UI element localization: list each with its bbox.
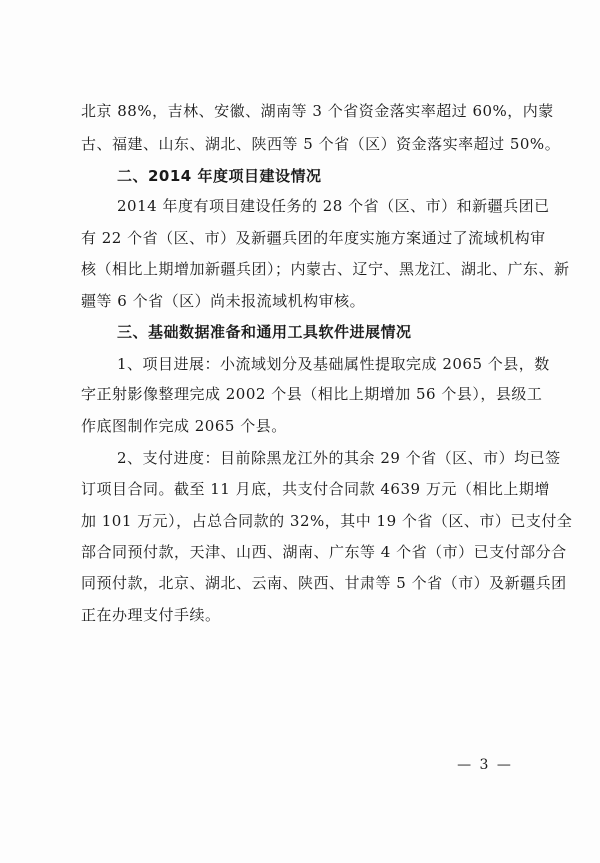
paragraph-1-line-2: 古、福建、山东、湖北、陕西等 5 个省（区）资金落实率超过 50%。 — [81, 135, 561, 153]
paragraph-2-line-1: 2014 年度有项目建设任务的 28 个省（区、市）和新疆兵团已 — [117, 197, 550, 215]
paragraph-4-line-4: 部合同预付款，天津、山西、湖南、广东等 4 个省（市）已支付部分合 — [81, 543, 567, 561]
paragraph-1-line-1: 北京 88%，吉林、安徽、湖南等 3 个省资金落实率超过 60%，内蒙 — [81, 102, 554, 120]
paragraph-4-line-2: 订项目合同。截至 11 月底，共支付合同款 4639 万元（相比上期增 — [81, 480, 550, 498]
paragraph-4-line-1: 2、支付进度：目前除黑龙江外的其余 29 个省（区、市）均已签 — [117, 449, 561, 467]
paragraph-3-line-1: 1、项目进展：小流域划分及基础属性提取完成 2065 个县，数 — [117, 355, 550, 373]
paragraph-2-line-4: 疆等 6 个省（区）尚未报流域机构审核。 — [81, 292, 366, 310]
paragraph-4-line-3: 加 101 万元），占总合同款的 32%，其中 19 个省（区、市）已支付全 — [81, 512, 573, 530]
section-heading-2: 二、2014 年度项目建设情况 — [117, 167, 322, 185]
paragraph-2-line-2: 有 22 个省（区、市）及新疆兵团的年度实施方案通过了流域机构审 — [81, 229, 546, 247]
page-number: — 3 — — [457, 757, 513, 773]
paragraph-3-line-2: 字正射影像整理完成 2002 个县（相比上期增加 56 个县），县级工 — [81, 385, 543, 403]
section-heading-3: 三、基础数据准备和通用工具软件进展情况 — [117, 323, 412, 341]
paragraph-3-line-3: 作底图制作完成 2065 个县。 — [81, 417, 287, 435]
paragraph-2-line-3: 核（相比上期增加新疆兵团）；内蒙古、辽宁、黑龙江、湖北、广东、新 — [81, 260, 570, 278]
paragraph-4-line-6: 正在办理支付手续。 — [81, 606, 221, 624]
paragraph-4-line-5: 同预付款，北京、湖北、云南、陕西、甘肃等 5 个省（市）及新疆兵团 — [81, 574, 567, 592]
